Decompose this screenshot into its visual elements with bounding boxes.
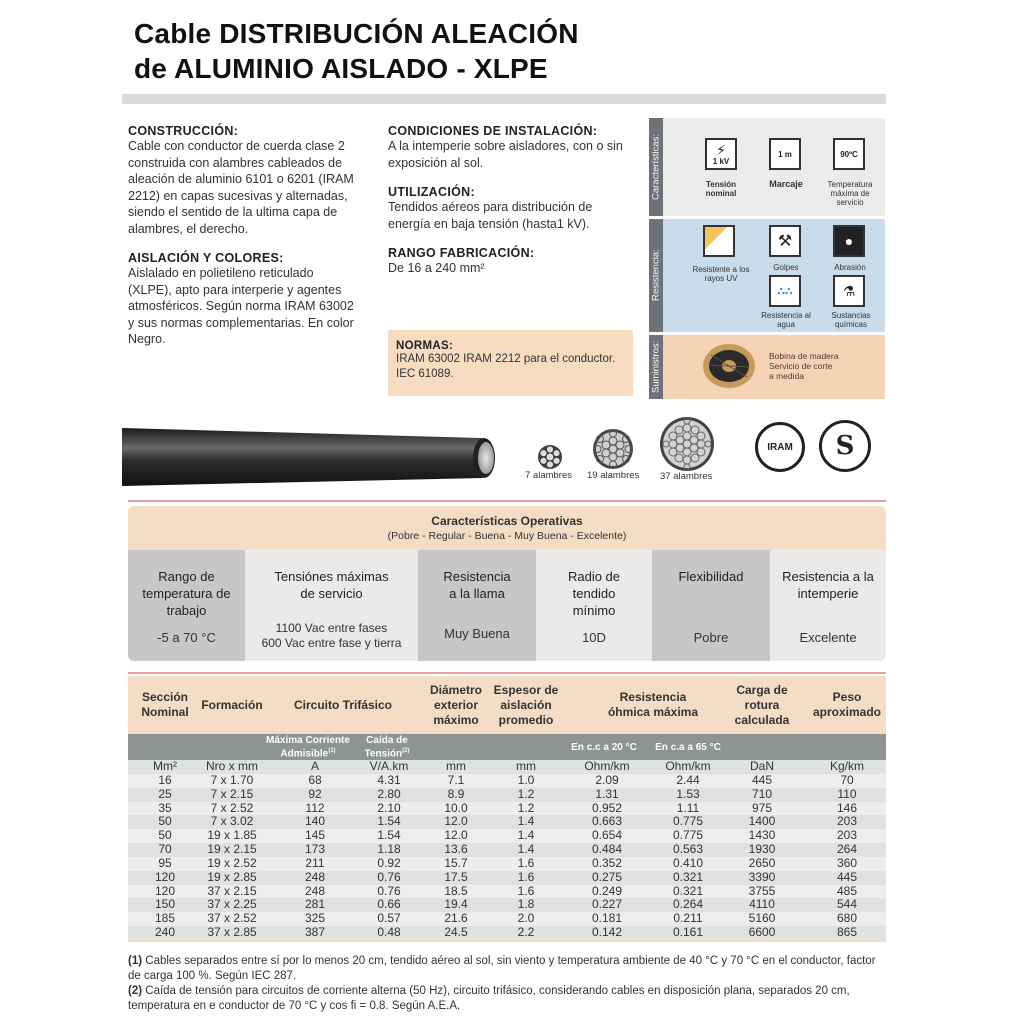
features-panel bbox=[647, 118, 885, 399]
table-cell: 37 x 2.52 bbox=[207, 911, 257, 926]
table-cell: 1930 bbox=[748, 842, 776, 857]
table-cell: 0.775 bbox=[672, 814, 704, 829]
rango-heading: RANGO FABRICACIÓN: bbox=[388, 246, 535, 260]
op-intemperie-head: Resistencia a la intemperie bbox=[782, 569, 874, 601]
table-units-row bbox=[128, 760, 886, 774]
section-divider-2 bbox=[128, 672, 886, 674]
table-cell: 112 bbox=[305, 800, 325, 815]
aislacion-text: Aislalado en polietileno reticulado (XLPE), apto para interperie y agentes atmosféricos. Según norma IRAM 63002 y sus normas complementarias. En color Negro. bbox=[128, 266, 354, 346]
table-cell: 50 bbox=[158, 814, 172, 829]
table-row bbox=[128, 802, 886, 816]
table-cell: 264 bbox=[836, 842, 858, 857]
table-cell: 0.48 bbox=[377, 925, 401, 940]
table-row bbox=[128, 871, 886, 885]
strand-37-label: 37 alambres bbox=[660, 471, 713, 482]
op-intemperie-value: Excelente bbox=[799, 630, 857, 645]
table-cell: 12.0 bbox=[444, 828, 468, 843]
title-divider bbox=[122, 94, 886, 104]
utilizacion-text: Tendidos aéreos para distribución de energía en baja tensión (hasta1 kV). bbox=[388, 200, 593, 231]
table-cell: 0.161 bbox=[672, 925, 704, 940]
abrasion-icon: ● bbox=[833, 225, 865, 257]
th-seccion: Sección Nominal bbox=[141, 690, 189, 719]
table-cell: 680 bbox=[836, 911, 858, 926]
thermometer-icon-label: 90ºC bbox=[840, 149, 858, 159]
table-cell: 70 bbox=[840, 772, 854, 787]
table-cell: 110 bbox=[837, 786, 857, 801]
table-cell: 0.410 bbox=[672, 855, 704, 870]
suministros-row bbox=[647, 335, 885, 399]
th-espesor: Espesor de aislación promedio bbox=[493, 682, 559, 727]
table-cell: 0.76 bbox=[377, 869, 401, 884]
table-cell: 203 bbox=[836, 814, 858, 829]
table-cell: 1.18 bbox=[377, 842, 401, 857]
op-tensiones bbox=[245, 550, 418, 661]
sh-cc20: En c.c a 20 °C bbox=[571, 741, 637, 753]
table-cell: 7 x 3.02 bbox=[210, 814, 254, 829]
water-drops-icon: ∴∴ bbox=[769, 275, 801, 307]
caracteristicas-row bbox=[647, 118, 885, 216]
table-cell: 0.57 bbox=[377, 911, 401, 926]
normas-line-2: IEC 61089. bbox=[396, 368, 454, 380]
footnote-1 bbox=[128, 954, 888, 984]
table-cell: 2.44 bbox=[676, 772, 700, 787]
ruler-icon-label: 1 m bbox=[778, 149, 792, 159]
table-cell: 1.6 bbox=[517, 883, 535, 898]
table-cell: 50 bbox=[158, 828, 172, 843]
th-peso: Peso aproximado bbox=[812, 690, 881, 719]
footnote-2-text: Caída de tensión para circuitos de corriente alterna (50 Hz), circuito trifásico, considerando cables en disposición plana, separados 20 cm, temperatura en e conductor de 70 °C y cos fi = 0.8. Según A.E.A. bbox=[128, 985, 850, 1012]
table-cell: 3390 bbox=[748, 869, 776, 884]
op-temperatura-value: -5 a 70 °C bbox=[157, 630, 216, 645]
iram-seal-logo bbox=[755, 422, 805, 472]
table-cell: 37 x 2.15 bbox=[207, 883, 257, 898]
table-cell: 7.1 bbox=[447, 772, 465, 787]
table-cell: 145 bbox=[304, 828, 326, 843]
table-cell: 2.2 bbox=[517, 925, 535, 940]
cable-reel-icon bbox=[701, 341, 757, 391]
table-cell: 0.264 bbox=[672, 897, 704, 912]
strand-7-label: 7 alambres bbox=[525, 470, 572, 481]
title-line-2: de ALUMINIO AISLADO - XLPE bbox=[134, 53, 548, 84]
table-cell: 21.6 bbox=[444, 911, 468, 926]
normas-box bbox=[388, 330, 633, 396]
table-cell: 0.952 bbox=[591, 800, 623, 815]
table-cell: 0.142 bbox=[591, 925, 623, 940]
table-cell: 1400 bbox=[748, 814, 776, 829]
op-flexibilidad-head: Flexibilidad bbox=[678, 569, 744, 584]
op-radio bbox=[536, 550, 652, 661]
table-cell: 281 bbox=[304, 897, 326, 912]
table-cell: 248 bbox=[304, 883, 326, 898]
page-title bbox=[134, 16, 579, 86]
quimicas-label: Sustancias químicas bbox=[831, 311, 871, 329]
table-header-row bbox=[128, 676, 886, 734]
op-flexibilidad-value: Pobre bbox=[693, 630, 729, 645]
op-temperatura-head: Rango de temperatura de trabajo bbox=[142, 569, 231, 618]
th-carga: Carga de rotura calculada bbox=[734, 682, 790, 727]
golpes-label: Golpes bbox=[773, 263, 799, 272]
construccion-heading: CONSTRUCCIÓN: bbox=[128, 124, 239, 138]
table-row bbox=[128, 815, 886, 829]
table-cell: 92 bbox=[308, 786, 322, 801]
table-cell: 0.321 bbox=[672, 883, 704, 898]
table-cell: 0.484 bbox=[591, 842, 623, 857]
table-cell: 0.249 bbox=[591, 883, 623, 898]
table-cell: Ohm/km bbox=[584, 759, 630, 773]
table-cell: 5160 bbox=[748, 911, 776, 926]
middle-text-column bbox=[388, 124, 628, 291]
sh-corriente bbox=[258, 734, 358, 760]
table-cell: 6600 bbox=[748, 925, 776, 940]
table-cell: 37 x 2.25 bbox=[207, 897, 257, 912]
table-row bbox=[128, 788, 886, 802]
voltage-icon-label: 1 kV bbox=[712, 156, 730, 166]
table-row bbox=[128, 885, 886, 899]
table-cell: 0.211 bbox=[673, 911, 703, 926]
title-line-1: Cable DISTRIBUCIÓN ALEACIÓN bbox=[134, 18, 579, 49]
sh-ca65: En c.a a 65 °C bbox=[655, 741, 721, 753]
table-cell: 0.352 bbox=[591, 855, 623, 870]
op-radio-head: Radio de tendido mínimo bbox=[567, 569, 621, 618]
table-cell: V/A.km bbox=[369, 759, 409, 773]
table-cell: 1.0 bbox=[517, 772, 535, 787]
op-tensiones-values bbox=[245, 621, 418, 651]
table-cell: 1.54 bbox=[377, 828, 401, 843]
suministros-tab: Suministros: bbox=[647, 335, 663, 399]
operativas-section bbox=[128, 506, 886, 661]
table-row bbox=[128, 912, 886, 926]
table-cell: 0.775 bbox=[672, 828, 704, 843]
footnote-2 bbox=[128, 984, 888, 1014]
sh-corriente-text: Máxima Corriente Admisible bbox=[266, 734, 350, 760]
th-circuito: Circuito Trifásico bbox=[293, 697, 393, 712]
condiciones-text: A la intemperie sobre aisladores, con o sin exposición al sol. bbox=[388, 139, 623, 170]
table-cell: mm bbox=[516, 759, 536, 773]
table-cell: 19 x 1.85 bbox=[207, 828, 257, 843]
reel-text-2: Servicio de corte bbox=[769, 361, 833, 371]
table-cell: 1.53 bbox=[676, 786, 700, 801]
table-cell: 1.8 bbox=[517, 897, 535, 912]
table-cell: 4.31 bbox=[377, 772, 401, 787]
cable-image bbox=[122, 420, 512, 492]
table-cell: 17.5 bbox=[444, 869, 468, 884]
table-cell: 2.80 bbox=[377, 786, 401, 801]
table-row bbox=[128, 843, 886, 857]
table-cell: 0.275 bbox=[591, 869, 623, 884]
strand-37-icon bbox=[659, 416, 715, 472]
table-cell: 146 bbox=[836, 800, 858, 815]
op-temperatura bbox=[128, 550, 245, 661]
table-cell: 248 bbox=[304, 869, 326, 884]
s-mark-seal-logo bbox=[819, 420, 871, 472]
condiciones-heading: CONDICIONES DE INSTALACIÓN: bbox=[388, 124, 598, 138]
table-cell: 445 bbox=[836, 869, 858, 884]
table-cell: 19 x 2.52 bbox=[207, 855, 257, 870]
op-tensiones-head: Tensiónes máximas de servicio bbox=[274, 569, 389, 601]
table-cell: 8.9 bbox=[447, 786, 465, 801]
table-cell: 140 bbox=[304, 814, 326, 829]
table-cell: 445 bbox=[751, 772, 773, 787]
table-cell: 865 bbox=[836, 925, 858, 940]
table-row bbox=[128, 898, 886, 912]
thermometer-icon bbox=[833, 138, 865, 170]
table-cell: 0.663 bbox=[591, 814, 623, 829]
table-cell: 975 bbox=[751, 800, 773, 815]
rango-section bbox=[388, 246, 628, 277]
voltage-icon: ⚡ 1 kV bbox=[705, 138, 737, 170]
op-tensiones-value-2: 600 Vac entre fase y tierra bbox=[261, 636, 402, 650]
op-llama-value: Muy Buena bbox=[444, 626, 510, 641]
table-cell: 4110 bbox=[749, 897, 775, 912]
table-cell: 25 bbox=[158, 786, 172, 801]
resistencia-tab: Resistencia: bbox=[647, 219, 663, 332]
table-cell: 1.2 bbox=[517, 800, 535, 815]
table-cell: 0.92 bbox=[377, 855, 401, 870]
sh-caida bbox=[356, 734, 418, 760]
table-cell: 325 bbox=[304, 911, 326, 926]
table-cell: 2.09 bbox=[595, 772, 619, 787]
op-intemperie bbox=[770, 550, 886, 661]
table-cell: 1.4 bbox=[517, 828, 535, 843]
rango-text: De 16 a 240 mm² bbox=[388, 261, 485, 275]
table-cell: 360 bbox=[836, 855, 858, 870]
table-cell: 485 bbox=[836, 883, 858, 898]
table-cell: Kg/km bbox=[829, 759, 864, 773]
table-cell: 19 x 2.85 bbox=[207, 869, 257, 884]
table-cell: 19 x 2.15 bbox=[207, 842, 257, 857]
table-row bbox=[128, 774, 886, 788]
table-cell: 37 x 2.85 bbox=[207, 925, 257, 940]
reel-text bbox=[769, 351, 838, 381]
chemical-flask-icon: ⚗ bbox=[833, 275, 865, 307]
table-cell: 1.11 bbox=[676, 800, 700, 815]
table-cell: 0.321 bbox=[672, 869, 704, 884]
table-cell: 7 x 2.15 bbox=[210, 786, 254, 801]
table-cell: 24.5 bbox=[444, 925, 468, 940]
strand-19-icon bbox=[592, 428, 634, 470]
tension-label: Tensión nominal bbox=[705, 180, 737, 198]
table-cell: 211 bbox=[305, 855, 325, 870]
marcaje-label: Marcaje bbox=[769, 179, 803, 189]
table-cell: 173 bbox=[304, 842, 326, 857]
temperatura-label: Temperatura máxima de servicio bbox=[827, 180, 873, 207]
sh-caida-ref: (2) bbox=[402, 747, 410, 754]
table-cell: 15.7 bbox=[444, 855, 468, 870]
aislacion-section bbox=[128, 251, 360, 348]
table-cell: 18.5 bbox=[444, 883, 468, 898]
table-cell: 2.10 bbox=[377, 800, 401, 815]
table-cell: Mm² bbox=[153, 759, 177, 773]
table-cell: 1.4 bbox=[517, 814, 535, 829]
table-cell: 7 x 2.52 bbox=[210, 800, 254, 815]
table-cell: 0.227 bbox=[591, 897, 623, 912]
table-cell: 120 bbox=[154, 869, 176, 884]
table-cell: Nro x mm bbox=[206, 759, 258, 773]
table-cell: 0.76 bbox=[377, 883, 401, 898]
sh-caida-text: Caída de Tensión bbox=[364, 734, 408, 760]
footnote-1-text: Cables separados entre sí por lo menos 20 cm, tendido aéreo al sol, sin viento y temperatura ambiente de 40 °C y 70 °C en el conductor, factor de carga 100 %. Según IEC 287. bbox=[128, 955, 876, 982]
table-cell: Ohm/km bbox=[665, 759, 711, 773]
table-cell: 95 bbox=[158, 855, 172, 870]
table-cell: 203 bbox=[836, 828, 858, 843]
operativas-columns bbox=[128, 550, 886, 661]
table-cell: 70 bbox=[158, 842, 172, 857]
table-cell: 2650 bbox=[748, 855, 776, 870]
normas-heading: NORMAS: bbox=[396, 340, 454, 352]
table-row bbox=[128, 829, 886, 843]
table-cell: 1.6 bbox=[517, 855, 535, 870]
table-subheader-row bbox=[128, 734, 886, 760]
table-cell: mm bbox=[446, 759, 466, 773]
table-cell: 0.654 bbox=[591, 828, 623, 843]
aislacion-heading: AISLACIÓN Y COLORES: bbox=[128, 251, 284, 265]
op-flexibilidad bbox=[652, 550, 770, 661]
table-cell: 3755 bbox=[748, 883, 776, 898]
table-cell: 150 bbox=[154, 897, 176, 912]
footnote-1-mark: (1) bbox=[128, 955, 143, 967]
footnote-2-mark: (2) bbox=[128, 985, 143, 997]
table-cell: DaN bbox=[749, 759, 774, 773]
table-cell: 0.66 bbox=[377, 897, 401, 912]
table-cell: 240 bbox=[154, 925, 176, 940]
ruler-icon bbox=[769, 138, 801, 170]
agua-label: Resistencia al agua bbox=[761, 311, 811, 329]
resistencia-row bbox=[647, 219, 885, 332]
table-row bbox=[128, 857, 886, 871]
caracteristicas-tab: Características: bbox=[647, 118, 663, 216]
op-tensiones-value-1: 1100 Vac entre fases bbox=[275, 621, 388, 635]
table-cell: 12.0 bbox=[444, 814, 468, 829]
th-formacion: Formación bbox=[201, 697, 263, 712]
op-llama-head: Resistencia a la llama bbox=[443, 569, 511, 601]
strand-7-icon bbox=[537, 444, 563, 470]
s-logo-text: S bbox=[835, 431, 855, 461]
table-cell: 16 bbox=[158, 772, 172, 787]
table-cell: 1.54 bbox=[377, 814, 401, 829]
table-cell: 544 bbox=[836, 897, 858, 912]
table-cell: 1.31 bbox=[595, 786, 619, 801]
th-resistencia: Resistencia óhmica máxima bbox=[607, 690, 699, 719]
table-cell: 1430 bbox=[748, 828, 776, 843]
construccion-text: Cable con conductor de cuerda clase 2 construida con alambres cableados de aleación de aluminio 6101 o 6201 (IRAM 2212) en capas sucesivas y alternadas, siendo el sentido de la ultima capa de alambres, el derecho. bbox=[128, 139, 354, 236]
sun-uv-icon bbox=[703, 225, 735, 257]
utilizacion-section bbox=[388, 185, 628, 232]
table-cell: 35 bbox=[158, 800, 172, 815]
table-cell: 10.0 bbox=[444, 800, 468, 815]
abrasion-label: Abrasión bbox=[834, 263, 866, 272]
specs-table bbox=[128, 676, 886, 942]
table-cell: 710 bbox=[751, 786, 773, 801]
condiciones-section bbox=[388, 124, 628, 171]
table-cell: 68 bbox=[308, 772, 322, 787]
table-cell: 120 bbox=[154, 883, 176, 898]
table-cell: 1.2 bbox=[517, 786, 535, 801]
table-body bbox=[128, 760, 886, 940]
table-row bbox=[128, 926, 886, 940]
hammer-icon: ⚒ bbox=[769, 225, 801, 257]
section-divider-1 bbox=[128, 500, 886, 502]
table-cell: 13.6 bbox=[444, 842, 468, 857]
reel-text-3: a medida bbox=[769, 371, 804, 381]
table-cell: A bbox=[310, 759, 319, 773]
table-cell: 7 x 1.70 bbox=[210, 772, 254, 787]
sh-corriente-ref: (1) bbox=[328, 747, 336, 754]
table-cell: 387 bbox=[304, 925, 326, 940]
op-radio-value: 10D bbox=[582, 630, 606, 645]
operativas-header bbox=[128, 506, 886, 550]
table-cell: 2.0 bbox=[517, 911, 535, 926]
reel-text-1: Bobina de madera bbox=[769, 351, 839, 361]
op-llama bbox=[418, 550, 536, 661]
iram-logo-text: IRAM bbox=[767, 441, 793, 453]
table-cell: 1.4 bbox=[517, 842, 535, 857]
construccion-section bbox=[128, 124, 360, 237]
left-text-column bbox=[128, 124, 360, 362]
footnotes bbox=[128, 954, 888, 1014]
th-diametro: Diámetro exterior máximo bbox=[429, 682, 482, 727]
table-cell: 0.563 bbox=[672, 842, 704, 857]
strand-19-label: 19 alambres bbox=[587, 470, 640, 481]
table-cell: 185 bbox=[154, 911, 176, 926]
table-cell: 1.6 bbox=[517, 869, 535, 884]
utilizacion-heading: UTILIZACIÓN: bbox=[388, 185, 475, 199]
uv-label: Resistente a los rayos UV bbox=[692, 265, 750, 283]
operativas-title: Características Operativas bbox=[431, 514, 583, 528]
operativas-subtitle: (Pobre - Regular - Buena - Muy Buena - Excelente) bbox=[387, 530, 627, 542]
table-cell: 0.181 bbox=[591, 911, 623, 926]
normas-line-1: IRAM 63002 IRAM 2212 para el conductor. bbox=[396, 353, 616, 365]
table-cell: 19.4 bbox=[444, 897, 468, 912]
